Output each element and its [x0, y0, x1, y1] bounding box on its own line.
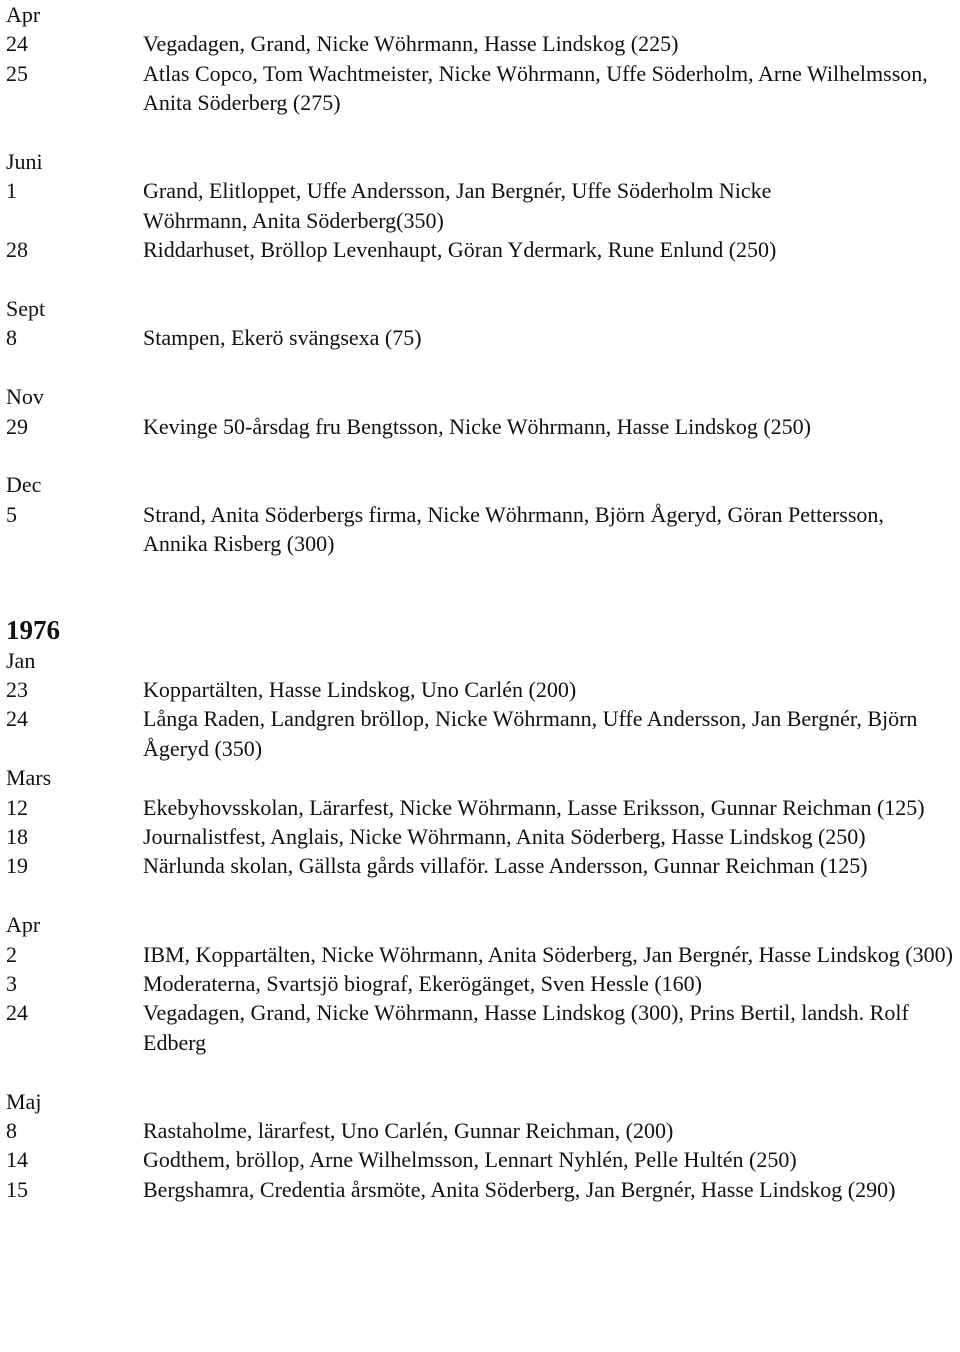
event-text: Godthem, bröllop, Arne Wilhelmsson, Lennart Nyhlén, Pelle Hultén (250): [143, 1147, 797, 1173]
event-row: [6, 851, 960, 880]
event-day: 15: [6, 1176, 28, 1202]
event-day: 1: [6, 178, 17, 204]
event-day: 24: [6, 1000, 28, 1026]
event-text: Strand, Anita Söderbergs firma, Nicke Wöhrmann, Björn Ågeryd, Göran Pettersson, Annika Risberg (300): [143, 501, 884, 557]
event-day: 28: [6, 237, 28, 263]
event-day: 2: [6, 941, 17, 967]
event-row: [6, 998, 960, 1057]
event-row: [6, 323, 960, 352]
month-heading: Mars: [6, 765, 52, 791]
event-row: [6, 675, 960, 704]
event-text: Närlunda skolan, Gällsta gårds villaför. Lasse Andersson, Gunnar Reichman (125): [143, 853, 868, 879]
event-text: Bergshamra, Credentia årsmöte, Anita Söderberg, Jan Bergnér, Hasse Lindskog (290): [143, 1176, 896, 1202]
event-day: 19: [6, 853, 28, 879]
event-text: Grand, Elitloppet, Uffe Andersson, Jan Bergnér, Uffe Söderholm Nicke Wöhrmann, Anita Söderberg(350): [143, 178, 772, 233]
event-text: Kevinge 50-årsdag fru Bengtsson, Nicke Wöhrmann, Hasse Lindskog (250): [143, 413, 812, 439]
event-day: 8: [6, 1117, 17, 1143]
event-text: Långa Raden, Landgren bröllop, Nicke Wöhrmann, Uffe Andersson, Jan Bergnér, Björn Ågeryd (350): [143, 706, 918, 761]
event-text: Koppartälten, Hasse Lindskog, Uno Carlén (200): [143, 676, 577, 702]
event-day: 24: [6, 31, 28, 57]
event-row: [6, 940, 960, 969]
event-day: 12: [6, 794, 28, 820]
event-text: Riddarhuset, Bröllop Levenhaupt, Göran Ydermark, Rune Enlund (250): [143, 237, 777, 263]
event-day: 18: [6, 823, 28, 849]
month-heading: Dec: [6, 472, 42, 498]
event-text: Vegadagen, Grand, Nicke Wöhrmann, Hasse Lindskog (225): [143, 31, 679, 57]
event-row: [6, 793, 960, 822]
event-day: 14: [6, 1147, 28, 1173]
event-text: Rastaholme, lärarfest, Uno Carlén, Gunnar Reichman, (200): [143, 1117, 674, 1143]
year-heading: 1976: [6, 614, 60, 645]
event-day: 3: [6, 970, 17, 996]
month-heading: Jan: [6, 647, 36, 673]
event-day: 23: [6, 676, 28, 702]
month-heading: Apr: [6, 912, 41, 938]
event-text: Stampen, Ekerö svängsexa (75): [143, 325, 422, 351]
event-row: [6, 704, 960, 763]
event-row: [6, 412, 960, 441]
event-day: 29: [6, 413, 28, 439]
event-row: [6, 29, 960, 58]
event-text: Ekebyhovsskolan, Lärarfest, Nicke Wöhrmann, Lasse Eriksson, Gunnar Reichman (125): [143, 794, 925, 820]
event-row: [6, 235, 960, 264]
event-day: 8: [6, 325, 17, 351]
event-row: [6, 1145, 960, 1174]
event-text: IBM, Koppartälten, Nicke Wöhrmann, Anita Söderberg, Jan Bergnér, Hasse Lindskog (300): [143, 941, 953, 967]
event-row: [6, 822, 960, 851]
month-heading: Sept: [6, 296, 46, 321]
event-day: 5: [6, 501, 17, 527]
event-day: 24: [6, 706, 28, 732]
event-row: [6, 176, 960, 235]
month-heading: Juni: [6, 149, 43, 174]
event-row: [6, 969, 960, 998]
event-text: Journalistfest, Anglais, Nicke Wöhrmann, Anita Söderberg, Hasse Lindskog (250): [143, 823, 866, 849]
month-heading: Maj: [6, 1088, 42, 1114]
event-day: 25: [6, 60, 28, 86]
event-text: Moderaterna, Svartsjö biograf, Ekerögänget, Sven Hessle (160): [143, 970, 703, 996]
event-text: Atlas Copco, Tom Wachtmeister, Nicke Wöhrmann, Uffe Söderholm, Arne Wilhelmsson, Anita Söderberg (275): [143, 60, 928, 116]
event-row: [6, 1116, 960, 1145]
month-heading: Nov: [6, 384, 44, 410]
month-heading: Apr: [6, 2, 41, 27]
event-row: [6, 500, 960, 559]
event-row: [6, 59, 960, 118]
event-row: [6, 1175, 960, 1204]
event-text: Vegadagen, Grand, Nicke Wöhrmann, Hasse Lindskog (300), Prins Bertil, landsh. Rolf Edberg: [143, 1000, 909, 1055]
